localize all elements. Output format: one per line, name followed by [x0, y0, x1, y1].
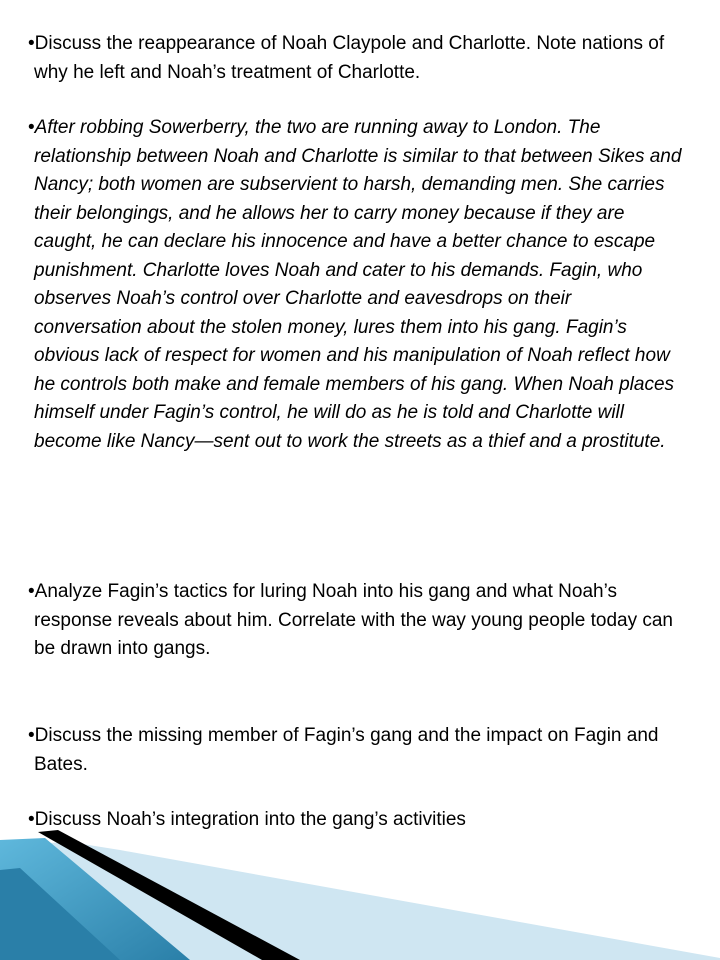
- bullet-dot: •: [28, 33, 35, 54]
- decor-stripe-black: [38, 830, 300, 960]
- decor-wedge-blue: [0, 838, 190, 960]
- bullet-dot: •: [28, 117, 35, 138]
- bullet-paragraph-2: [28, 114, 684, 456]
- paragraph-text-5: Discuss Noah’s integration into the gang’s activities: [34, 809, 466, 830]
- bullet-paragraph-5: [28, 806, 684, 835]
- bullet-dot: •: [28, 725, 35, 746]
- bullet-dot: •: [28, 581, 35, 602]
- paragraph-text-2: After robbing Sowerberry, the two are running away to London. The relationship between Noah and Charlotte is similar to that between Sikes and Nancy; both women are subservient to harsh, demanding men. She carries their belongings, and he allows her to carry money because if they are caught, he can declare his innocence and have a better chance to escape punishment. Charlotte loves Noah and cater to his demands. Fagin, who observes Noah’s control over Charlotte and eavesdrops on their conversation about the stolen money, lures them into his gang. Fagin’s obvious lack of respect for women and his manipulation of Noah reflect how he controls both make and female members of his gang. When Noah places himself under Fagin’s control, he will do as he is told and Charlotte will become like Nancy—sent out to work the streets as a thief and a prostitute.: [34, 117, 682, 452]
- bullet-paragraph-1: [28, 30, 684, 87]
- paragraph-text-4: Discuss the missing member of Fagin’s gang and the impact on Fagin and Bates.: [34, 725, 659, 775]
- paragraph-text-3: Analyze Fagin’s tactics for luring Noah into his gang and what Noah’s response reveals about him. Correlate with the way young people today can be drawn into gangs.: [34, 581, 673, 659]
- paragraph-text-1: Discuss the reappearance of Noah Claypole and Charlotte. Note nations of why he left and Noah’s treatment of Charlotte.: [34, 33, 665, 83]
- bullet-paragraph-4: [28, 722, 684, 779]
- decor-wedge-dark: [0, 868, 120, 960]
- bullet-dot: •: [28, 809, 35, 830]
- bullet-paragraph-3: [28, 578, 684, 664]
- decor-band-light: [0, 842, 720, 960]
